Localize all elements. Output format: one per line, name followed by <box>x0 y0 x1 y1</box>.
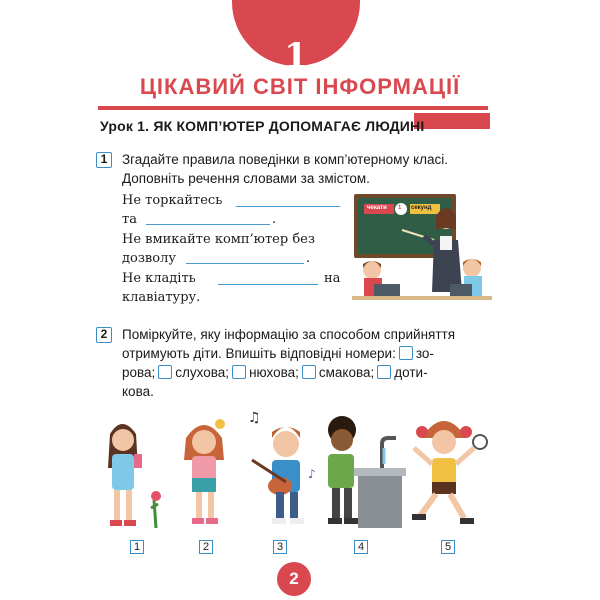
answer-box-taste[interactable] <box>302 365 316 379</box>
kid-5-figure <box>412 421 487 524</box>
blank-4[interactable] <box>218 284 318 285</box>
kid-4-figure <box>328 416 406 528</box>
kid-label-3: 3 <box>273 540 287 554</box>
chapter-divider <box>98 106 488 110</box>
task1-instruction-2: Доповніть речення словами за змістом. <box>122 171 370 186</box>
task2-smell-label: нюхова; <box>249 365 299 380</box>
task2-visual-label-end: рова; <box>122 365 156 380</box>
answer-box-visual[interactable] <box>399 346 413 360</box>
task2-touch-label: доти- <box>394 365 428 380</box>
task2-line-2-text: отримують діти. Впишіть відповідні номери: <box>122 346 396 361</box>
task-number-1: 1 <box>96 152 112 168</box>
task1-instruction-1: Згадайте правила поведінки в комп’ютерному класі. <box>122 152 449 167</box>
kid-label-4: 4 <box>354 540 368 554</box>
kid-label-2: 2 <box>199 540 213 554</box>
page-number: 2 <box>289 569 299 588</box>
task2-line-1: Поміркуйте, яку інформацію за способом сприйняття <box>122 327 456 342</box>
blank-2[interactable] <box>146 224 270 225</box>
sentence-3-on: на <box>324 271 341 286</box>
svg-text:♪: ♪ <box>308 467 316 481</box>
blank-3[interactable] <box>186 263 304 264</box>
blank-1[interactable] <box>236 206 340 207</box>
kid-2-figure <box>184 419 225 524</box>
board-label-right: секунд <box>411 205 432 211</box>
answer-box-smell[interactable] <box>232 365 246 379</box>
kid-1-figure <box>108 424 161 528</box>
task2-taste-label: смакова; <box>318 365 375 380</box>
task-number-2: 2 <box>96 327 112 343</box>
board-label-left: чекати <box>367 205 387 211</box>
chapter-title: ЦІКАВИЙ СВІТ ІНФОРМАЦІЇ <box>139 74 461 99</box>
lesson-accent-bar <box>414 113 490 129</box>
task2-hearing-label: слухова; <box>175 365 230 380</box>
task2-visual-label: зо- <box>415 346 434 361</box>
task2-line-2 <box>122 344 434 363</box>
sentence-2-end: . <box>306 251 311 266</box>
sentence-3-start: Не кладіть <box>122 271 196 286</box>
sentence-1-start: Не торкайтесь <box>122 193 223 208</box>
svg-text:♫: ♫ <box>248 410 261 426</box>
kid-3-figure <box>248 410 316 524</box>
lesson-title: Урок 1. ЯК КОМП’ЮТЕР ДОПОМАГАЄ ЛЮДИНІ <box>100 118 425 134</box>
answer-box-touch[interactable] <box>377 365 391 379</box>
sentence-1-end: . <box>272 212 277 227</box>
answer-box-hearing[interactable] <box>158 365 172 379</box>
sentence-1-and: та <box>122 212 137 227</box>
task2-line-3 <box>122 363 428 382</box>
kid-label-1: 1 <box>130 540 144 554</box>
board-label-num: 1 <box>398 205 402 211</box>
sentence-2-word: дозволу <box>122 251 176 266</box>
sentence-2-start: Не вмикайте комп’ютер без <box>122 232 315 247</box>
chapter-number: 1 <box>284 36 308 76</box>
task2-line-4: кова. <box>122 384 154 399</box>
children-illustration <box>96 408 500 538</box>
sentence-3-end: клавіатуру. <box>122 290 201 305</box>
kid-label-5: 5 <box>441 540 455 554</box>
